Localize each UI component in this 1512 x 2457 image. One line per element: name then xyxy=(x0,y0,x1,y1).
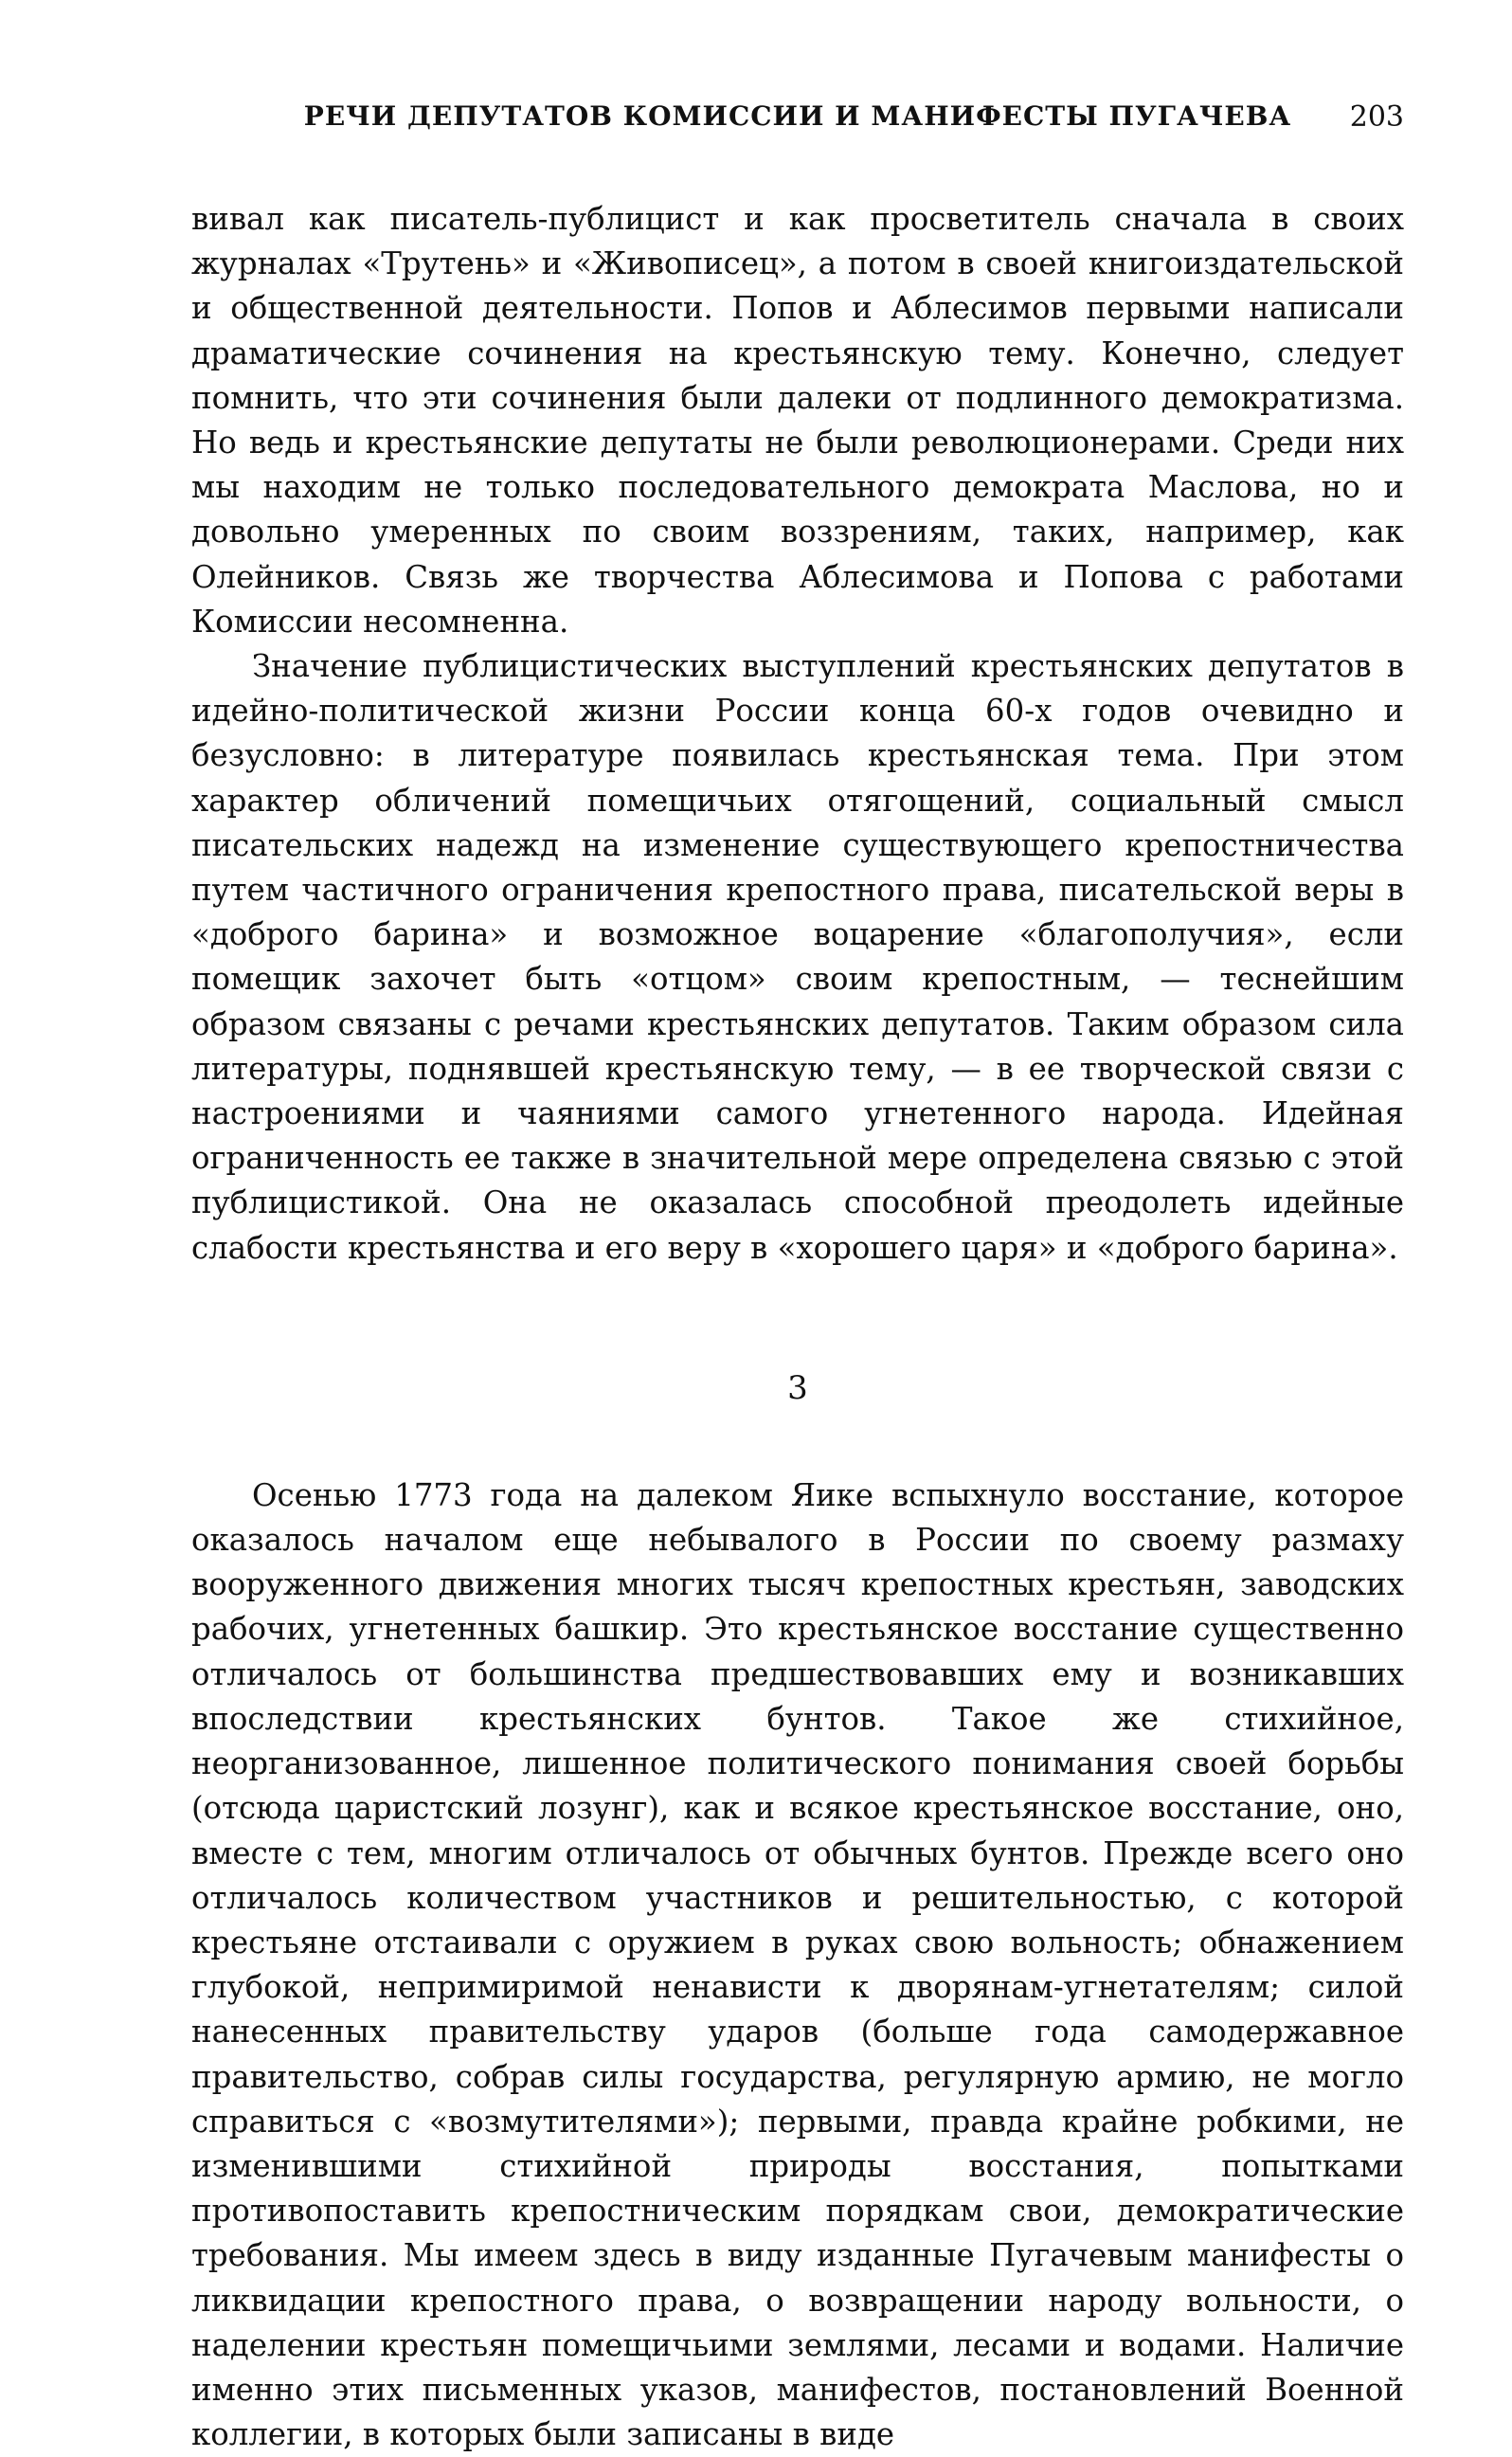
section-paragraph: Осенью 1773 года на далеком Яике вспыхнуло восстание, которое оказалось началом еще небывалого в России по своему размаху вооруженного движения многих тысяч крепостных крестьян, заводских рабочих, угнетенных башкир. Это крестьянское восстание существенно отличалось от большинства предшествовавших ему и возникавших впоследствии крестьянских бунтов. Такое же стихийное, неорганизованное, лишенное политического понимания своей борьбы (отсюда царистский лозунг), как и всякое крестьянское восстание, оно, вместе с тем, многим отличалось от обычных бунтов. Прежде всего оно отличалось количеством участников и решительностью, с которой крестьяне отстаивали с оружием в руках свою вольность; обнажением глубокой, непримиримой ненависти к дворянам-угнетателям; силой нанесенных правительству ударов (больше года самодержавное правительство, собрав силы государства, регулярную армию, не могло справиться с «возмутителями»); первыми, правда крайне робкими, не изменившими стихийной природы восстания, попытками противопоставить крепостническим порядкам свои, демократические требования. Мы имеем здесь в виду изданные Пугачевым манифесты о ликвидации крепостного права, о возвращении народу вольности, о наделении крестьян помещичьими землями, лесами и водами. Наличие именно этих письменных указов, манифестов, постановлений Военной коллегии, в которых были записаны в виде xyxy=(191,1476,1404,2453)
book-page xyxy=(191,95,1404,2457)
body-text xyxy=(191,197,1404,2457)
running-header xyxy=(191,95,1404,152)
paragraph-continuation: вивал как писатель-публицист и как просветитель сначала в своих журналах «Трутень» и «Живописец», а потом в своей книгоиздательской и общественной деятельности. Попов и Аблесимов первыми написали драматические сочинения на крестьянскую тему. Конечно, следует помнить, что эти сочинения были далеки от подлинного демократизма. Но ведь и крестьянские депутаты не были революционерами. Среди них мы находим не только последовательного демократа Маслова, но и довольно умеренных по своим воззрениям, таких, например, как Олейников. Связь же творчества Аблесимова и Попова с работами Комиссии несомненна. xyxy=(191,201,1404,640)
running-title: РЕЧИ ДЕПУТАТОВ КОМИССИИ И МАНИФЕСТЫ ПУГАЧЕВА xyxy=(303,100,1292,132)
section-number: 3 xyxy=(787,1368,808,1407)
page-number: 203 xyxy=(1349,100,1404,134)
paragraph: Значение публицистических выступлений крестьянских депутатов в идейно-политической жизни России конца 60-х годов очевидно и безусловно: в литературе появилась крестьянская тема. При этом характер обличений помещичьих отягощений, социальный смысл писательских надежд на изменение существующего крепостничества путем частичного ограничения крепостного права, писательской веры в «доброго барина» и возможное воцарение «благополучия», если помещик захочет быть «отцом» своим крепостным, — теснейшим образом связаны с речами крестьянских депутатов. Таким образом сила литературы, поднявшей крестьянскую тему, — в ее творческой связи с настроениями и чаяниями самого угнетенного народа. Идейная ограниченность ее также в значительной мере определена связью с этой публицистикой. Она не оказалась способной преодолеть идейные слабости крестьянства и его веру в «хорошего царя» и «доброго барина». xyxy=(191,648,1404,1266)
